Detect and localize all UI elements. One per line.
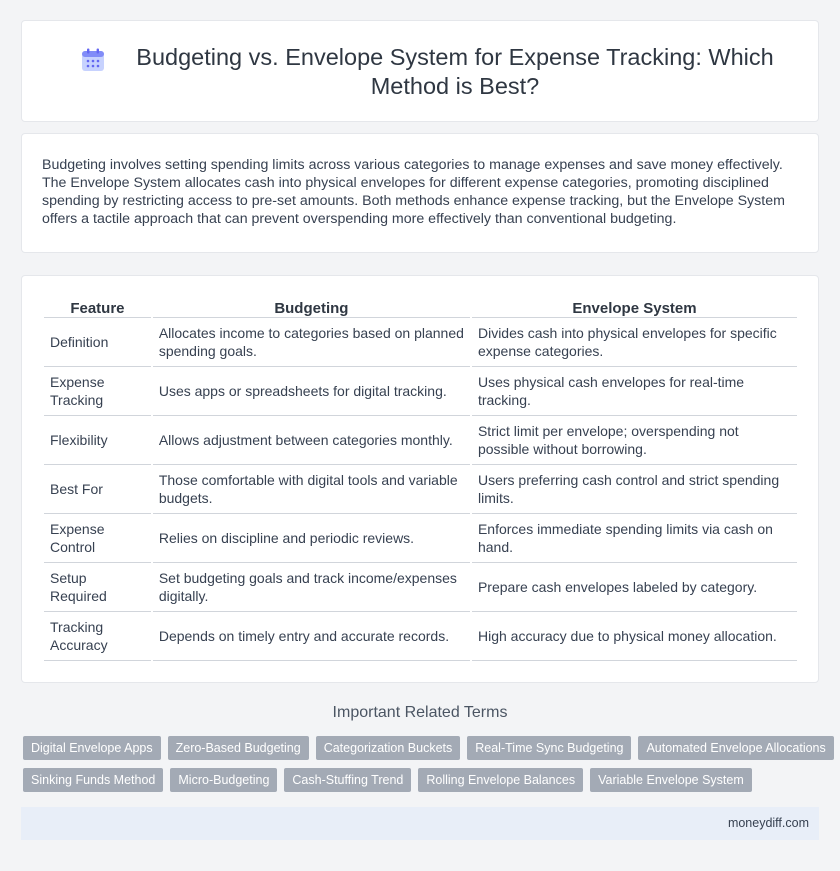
related-terms-title: Important Related Terms <box>332 704 508 721</box>
row-envelope: Enforces immediate spending limits via cash on hand. <box>472 514 797 563</box>
row-envelope: Divides cash into physical envelopes for specific expense categories. <box>472 318 797 367</box>
intro-card <box>21 133 819 253</box>
related-term-tag[interactable]: Digital Envelope Apps <box>23 736 161 760</box>
row-envelope: High accuracy due to physical money allocation. <box>472 612 797 661</box>
row-budgeting: Relies on discipline and periodic reviews. <box>153 514 470 563</box>
row-budgeting: Depends on timely entry and accurate records. <box>153 612 470 661</box>
related-term-tag[interactable]: Real-Time Sync Budgeting <box>467 736 631 760</box>
table-row <box>44 367 797 416</box>
table-header-row <box>44 296 797 318</box>
table-row <box>44 465 797 514</box>
row-feature: Best For <box>44 465 151 514</box>
header-envelope-system: Envelope System <box>472 296 797 318</box>
comparison-card <box>21 275 819 683</box>
table-row <box>44 612 797 661</box>
header-feature: Feature <box>44 296 151 318</box>
footer-site-link[interactable]: moneydiff.com <box>727 816 809 830</box>
table-row <box>44 563 797 612</box>
row-feature: Setup Required <box>44 563 151 612</box>
title-card <box>21 20 819 122</box>
header-budgeting: Budgeting <box>153 296 470 318</box>
row-envelope: Prepare cash envelopes labeled by category. <box>472 563 797 612</box>
related-term-tag[interactable]: Variable Envelope System <box>590 768 752 792</box>
row-budgeting: Uses apps or spreadsheets for digital tracking. <box>153 367 470 416</box>
row-feature: Expense Control <box>44 514 151 563</box>
row-feature: Definition <box>44 318 151 367</box>
related-term-tag[interactable]: Zero-Based Budgeting <box>168 736 309 760</box>
row-feature: Flexibility <box>44 416 151 465</box>
table-row <box>44 416 797 465</box>
table-row <box>44 514 797 563</box>
related-term-tag[interactable]: Categorization Buckets <box>316 736 461 760</box>
row-envelope: Uses physical cash envelopes for real-time tracking. <box>472 367 797 416</box>
row-envelope: Users preferring cash control and strict spending limits. <box>472 465 797 514</box>
intro-text: Budgeting involves setting spending limits across various categories to manage expenses and save money effectively. The Envelope System allocates cash into physical envelopes for different expense categories, promoting disciplined spending by restricting access to pre-set amounts. Both methods enhance expense tracking, but the Envelope System offers a tactile approach that can prevent overspending more effectively than conventional budgeting. <box>42 157 785 227</box>
row-budgeting: Allocates income to categories based on planned spending goals. <box>153 318 470 367</box>
related-terms <box>23 736 826 800</box>
row-envelope: Strict limit per envelope; overspending not possible without borrowing. <box>472 416 797 465</box>
page-title: Budgeting vs. Envelope System for Expense Tracking: Which Method is Best? <box>136 44 774 99</box>
footer <box>21 807 819 840</box>
row-budgeting: Those comfortable with digital tools and variable budgets. <box>153 465 470 514</box>
comparison-table <box>42 296 799 661</box>
related-term-tag[interactable]: Micro-Budgeting <box>170 768 277 792</box>
related-term-tag[interactable]: Rolling Envelope Balances <box>418 768 583 792</box>
related-term-tag[interactable]: Automated Envelope Allocations <box>638 736 833 760</box>
related-term-tag[interactable]: Cash-Stuffing Trend <box>284 768 411 792</box>
row-budgeting: Set budgeting goals and track income/expenses digitally. <box>153 563 470 612</box>
row-feature: Tracking Accuracy <box>44 612 151 661</box>
row-feature: Expense Tracking <box>44 367 151 416</box>
row-budgeting: Allows adjustment between categories monthly. <box>153 416 470 465</box>
related-term-tag[interactable]: Sinking Funds Method <box>23 768 163 792</box>
table-row <box>44 318 797 367</box>
